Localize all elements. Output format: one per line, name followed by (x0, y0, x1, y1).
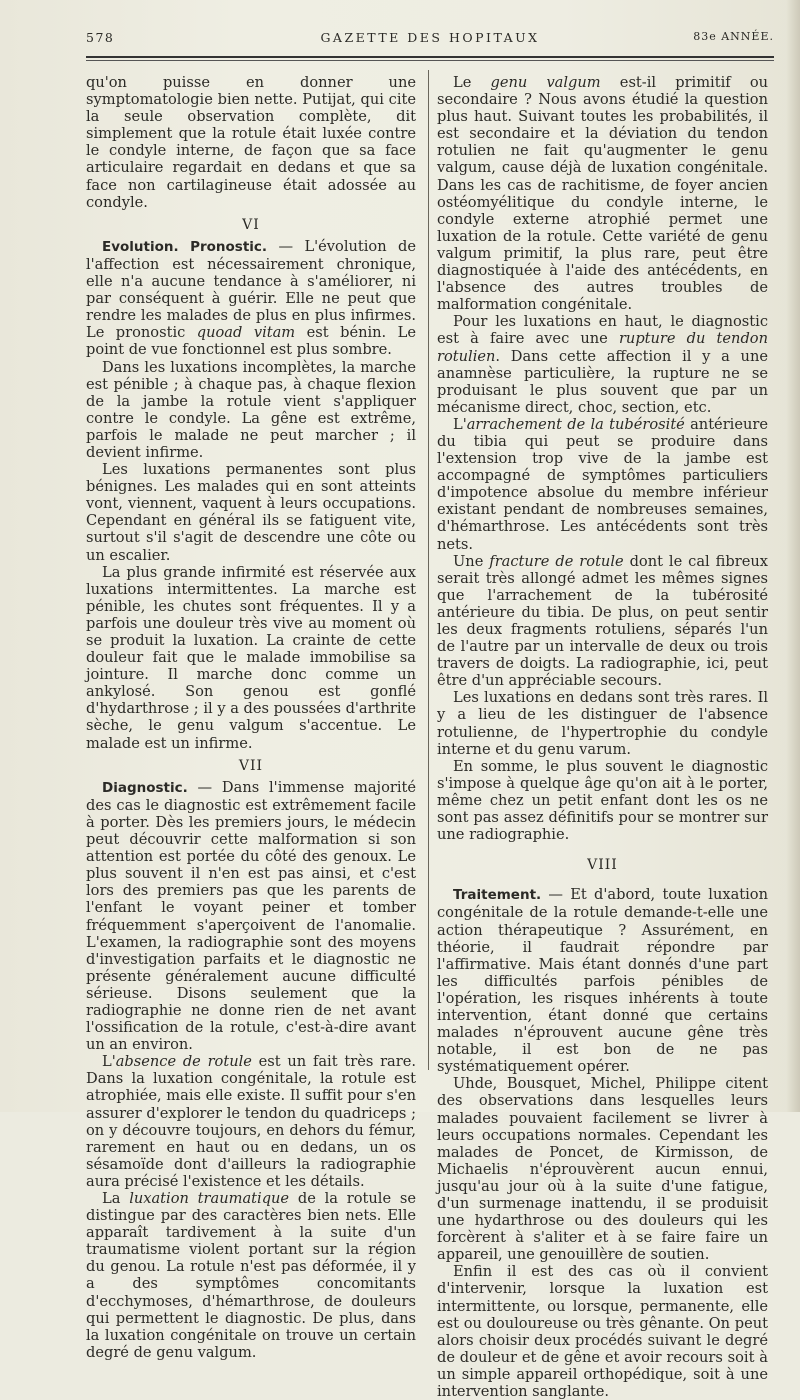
left-column (86, 74, 416, 1361)
section-number: VII (238, 757, 264, 774)
paragraph: La luxation traumatique de la rotule se distingue par des caractères bien nets. Elle apparaît tardivement à la suite d'un traumatisme violent portant sur la région du genou. La rotule n'est pas déformée, il y a des symptômes concomitants d'ecchymoses, d'hémarthrose, de douleurs qui permettent le diagnostic. De plus, dans la luxation congénitale on trouve un certain degré de genu valgum. (86, 1190, 417, 1361)
section-heading: Traitement. (453, 887, 542, 904)
paragraph: Evolution. Pronostic. — L'évolution de l'affection est nécessairement chronique, elle n'a aucune tendance à s'améliorer, ni par conséquent à guérir. Elle ne peut que rendre les malades de plus en plus infirmes. Le pronostic quoad vitam est bénin. Le point de vue fonctionnel est plus sombre. (86, 237, 416, 359)
section-heading: Diagnostic. (102, 779, 188, 796)
paragraph: Diagnostic. — Dans l'immense majorité des cas le diagnostic est extrêmement facile à porter. Dès les premiers jours, le médecin peut découvrir cette malformation si son attention est portée du côté des genoux. Le plus souvent il n'en est pas ainsi, et c'est lors des premiers pas que les parents de l'enfant le voyant peiner et tomber fréquemment s'aperçoivent de l'anomalie. L'examen, la radiographie sont des moyens d'investigation parfaits et le diagnostic ne présente généralement aucune difficulté sérieuse. Disons seulement que la radiographie ne donne rien de net avant l'ossification de la rotule, c'est-à-dire avant un an environ. (86, 778, 416, 1054)
paragraph: L'absence de rotule est un fait très rare. Dans la luxation congénitale, la rotule est atrophiée, mais elle existe. Il suffit pour s'en assurer d'explorer le tendon du quadriceps ; on y découvre toujours, en dehors du fémur, rarement en haut ou en dedans, un os sésamoïde dont d'ailleurs la radiographie aura précisé l'existence et les détails. (86, 1053, 416, 1190)
right-column (437, 74, 768, 1400)
paragraph: Uhde, Bousquet, Michel, Philippe citent des observations dans lesquelles leurs malades pouvaient facilement se livrer à leurs occupations normales. Cependant les malades de Poncet, de Kirmisson, de Michaelis n'éprouvèrent aucun ennui, jusqu'au jour où à la suite d'une fatigue, d'un surmenage inattendu, il se produisit une hydarthrose ou des douleurs qui les forcèrent à s'aliter et à se faire faire un appareil, une genouillère de soutien. (437, 1075, 768, 1264)
paragraph: qu'on puisse en donner une symptomatologie bien nette. Putijat, qui cite la seule observation complète, dit simplement que la rotule était luxée contre le condyle interne, de façon que sa face articulaire regardait en dedans et que sa face non cartilagineuse était adossée au condyle. (86, 74, 416, 211)
page-edge-shadow (786, 0, 800, 1112)
paragraph: Les luxations en dedans sont très rares. Il y a lieu de les distinguer de l'absence rotulienne, de l'hypertrophie du condyle interne et du genu varum. (437, 689, 768, 758)
paragraph: L'arrachement de la tubérosité antérieure du tibia qui peut se produire dans l'extension trop vive de la jambe est accompagné de symptômes particuliers d'impotence absolue du membre inférieur existant pendant de nombreuses semaines, d'hémarthrose. Les antécédents sont très nets. (437, 415, 768, 553)
volume-year: 83e ANNÉE. (693, 30, 774, 43)
paragraph: Pour les luxations en haut, le diagnostic est à faire avec une rupture du tendon rotulien. Dans cette affection il y a une anamnèse particulière, la rupture ne se produisant le plus souvent que par un mécanisme direct, choc, section, etc. (437, 313, 768, 416)
paragraph: La plus grande infirmité est réservée aux luxations intermittentes. La marche est pénible, les chutes sont fréquentes. Il y a parfois une douleur très vive au moment où se produit la luxation. La crainte de cette douleur fait que le malade immobilise sa jointure. Il marche donc comme un ankylosé. Son genou est gonflé d'hydarthrose ; il y a des poussées d'arthrite sèche, le genu valgum s'accentue. Le malade est un infirme. (86, 563, 417, 752)
page-number: 578 (86, 30, 115, 45)
paragraph: Les luxations permanentes sont plus bénignes. Les malades qui en sont atteints vont, viennent, vaquent à leurs occupations. Cependant en général ils se fatiguent vite, surtout s'il s'agit de descendre une côte ou un escalier. (86, 461, 416, 564)
section-number: VIII (587, 857, 618, 874)
paragraph: Enfin il est des cas où il convient d'intervenir, lorsque la luxation est intermittente, ou lorsque, permanente, elle est ou douloureuse ou très gênante. On peut alors choisir deux procédés suivant le degré de douleur et de gêne et avoir recours soit à un simple appareil orthopédique, soit à une intervention sanglante. (437, 1263, 768, 1400)
header-rule-thick (86, 56, 774, 58)
section-number: VI (242, 216, 260, 233)
paragraph: En somme, le plus souvent le diagnostic s'impose à quelque âge qu'on ait à le porter, même chez un petit enfant dont les os ne sont pas assez définitifs pour se montrer sur une radiographie. (437, 757, 768, 844)
running-header (86, 30, 774, 50)
paragraph: Une fracture de rotule dont le cal fibreux serait très allongé admet les mêmes signes que l'arrachement de la tubérosité antérieure du tibia. De plus, on peut sentir les deux fragments rotuliens, séparés l'un de l'autre par un intervalle de deux ou trois travers de doigts. La radiographie, ici, peut être d'un appréciable secours. (437, 552, 768, 690)
header-rule-thin (86, 60, 774, 61)
journal-title: GAZETTE DES HOPITAUX (320, 30, 540, 45)
column-divider (428, 70, 429, 1070)
paragraph: Traitement. — Et d'abord, toute luxation congénitale de la rotule demande-t-elle une action thérapeutique ? Assurément, en théorie, il faudrait répondre par l'affirmative. Mais étant donnés d'une part les difficultés parfois pénibles de l'opération, les risques inhérents à toute intervention, étant donné que certains malades n'éprouvent aucune gêne très notable, il est bon de ne pas systématiquement opérer. (437, 886, 768, 1076)
section-heading: Evolution. Pronostic. (102, 238, 268, 255)
paragraph: Le genu valgum est-il primitif ou secondaire ? Nous avons étudié la question plus haut. Suivant toutes les probabilités, il est secondaire et la déviation du tendon rotulien ne fait qu'augmenter le genu valgum, cause déjà de luxation congénitale. Dans les cas de rachitisme, de foyer ancien ostéomyélitique du condyle interne, le condyle externe atrophié permet une luxation de la rotule. Cette variété de genu valgum primitif, la plus rare, peut être diagnostiquée à l'aide des antécédents, en l'absence des autres troubles de malformation congénitale. (437, 74, 768, 314)
paragraph: Dans les luxations incomplètes, la marche est pénible ; à chaque pas, à chaque flexion de la jambe la rotule vient s'appliquer contre le condyle. La gêne est extrême, parfois le malade ne peut marcher ; il devient infirme. (86, 358, 416, 461)
